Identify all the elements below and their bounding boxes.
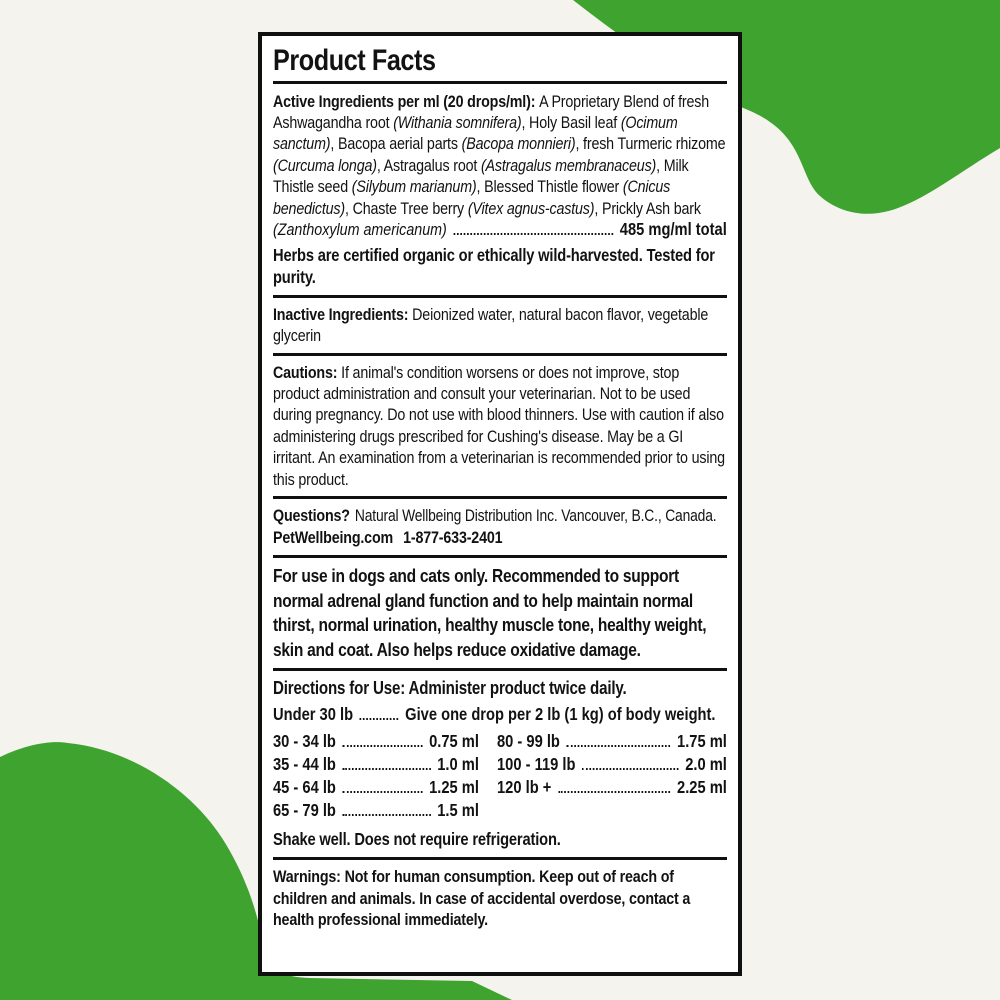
indications-section: [273, 564, 727, 662]
inactive-ingredients-value: Deionized water, natural bacon flavor, vegetable glycerin: [273, 304, 709, 346]
under-30-text: Give one drop per 2 lb (1 kg) of body weight.: [405, 704, 716, 725]
directions-label: Directions for Use:: [273, 678, 406, 699]
text-segment: , Bacopa aerial parts: [330, 134, 462, 154]
dosage-row: [497, 730, 727, 753]
cautions-value: If animal's condition worsens or does not improve, stop product administration and consult your veterinarian. Not to be used during pregnancy. Do not use with blood thinners. Use with caution if also administering drugs prescribed for Cushing's disease. May be a GI irritant. An examination from a veterinarian is recommended prior to using this product.: [273, 362, 725, 489]
dotted-leader: [567, 745, 671, 747]
warnings-section: [273, 866, 727, 931]
text-segment: (Ocimum sanctum): [273, 112, 678, 154]
dose-amount: 1.25 ml: [429, 777, 479, 798]
active-ingredients-section: [273, 91, 727, 289]
dotted-leader: [360, 718, 399, 720]
dotted-leader: [582, 768, 678, 770]
dosage-row: [273, 730, 479, 753]
dose-amount: 1.0 ml: [437, 754, 479, 775]
under-30-label: Under 30 lb: [273, 704, 354, 725]
dotted-leader: [343, 791, 423, 793]
weight-range: 120 lb +: [497, 777, 552, 798]
text-segment: , Chaste Tree berry: [344, 198, 468, 218]
text-segment: , Milk Thistle seed: [273, 155, 689, 197]
text-segment: (Bacopa monnieri): [461, 134, 576, 154]
text-segment: (Astragalus membranaceus): [480, 155, 657, 175]
text-segment: , Blessed Thistle flower: [476, 177, 623, 197]
weight-range: 35 - 44 lb: [273, 754, 336, 775]
weight-range: 45 - 64 lb: [273, 777, 336, 798]
panel-title: Product Facts: [273, 44, 436, 77]
warnings-label: Warnings:: [273, 866, 341, 886]
text-segment: (Cnicus benedictus): [273, 177, 671, 218]
dotted-leader: [343, 768, 431, 770]
dosage-column-right: [497, 730, 727, 822]
text-segment: , Astragalus root: [376, 155, 481, 175]
dosage-row: [273, 799, 479, 822]
inactive-ingredients-text: [273, 304, 727, 347]
weight-range: 80 - 99 lb: [497, 731, 560, 752]
product-facts-panel: [258, 32, 742, 976]
section-divider: [273, 496, 727, 499]
section-divider: [273, 353, 727, 356]
section-divider: [273, 668, 727, 671]
dosage-column-left: [273, 730, 479, 822]
active-total-value: 485 mg/ml total: [619, 218, 727, 239]
text-segment: , Prickly Ash bark: [594, 198, 701, 218]
dosage-row: [273, 753, 479, 776]
text-segment: (Silybum marianum): [351, 177, 477, 197]
indications-text: For use in dogs and cats only. Recommended to support normal adrenal gland function and to help maintain normal thirst, normal urination, healthy muscle tone, healthy weight, skin and coat. Also helps reduce oxidative damage.: [273, 565, 707, 660]
dosage-row: [273, 776, 479, 799]
latin-name: (Zanthoxylum americanum): [273, 219, 447, 239]
directions-line: [273, 677, 727, 700]
active-ingredients-total-row: [273, 219, 727, 240]
shake-note: Shake well. Does not require refrigeration.: [273, 829, 561, 850]
contact-line: [273, 527, 727, 549]
text-segment: Active Ingredients per ml (20 drops/ml):: [273, 91, 540, 111]
text-segment: (Vitex agnus-castus): [467, 198, 595, 218]
cautions-text: [273, 362, 727, 490]
dose-amount: 2.0 ml: [685, 754, 727, 775]
dotted-leader: [454, 233, 614, 235]
dose-amount: 1.5 ml: [437, 800, 479, 821]
dotted-leader: [558, 791, 670, 793]
weight-range: 30 - 34 lb: [273, 731, 336, 752]
title-divider: [273, 81, 727, 84]
weight-range: 100 - 119 lb: [497, 754, 576, 775]
dose-amount: 1.75 ml: [677, 731, 727, 752]
weight-range: 65 - 79 lb: [273, 800, 336, 821]
dotted-leader: [343, 745, 423, 747]
dose-amount: 0.75 ml: [429, 731, 479, 752]
dosage-row: [497, 753, 727, 776]
cautions-section: [273, 362, 727, 490]
dosage-row: [497, 776, 727, 799]
website-text: PetWellbeing.com: [273, 528, 394, 548]
questions-section: [273, 505, 727, 550]
active-ingredients-text: [273, 91, 727, 219]
warnings-value: Not for human consumption. Keep out of reach of children and animals. In case of accidental overdose, contact a health professional immediately.: [273, 866, 691, 930]
inactive-ingredients-section: [273, 304, 727, 347]
section-divider: [273, 295, 727, 298]
cautions-label: Cautions:: [273, 362, 338, 382]
dosage-table: [273, 730, 727, 822]
directions-value: Administer product twice daily.: [408, 678, 627, 699]
company-text: Natural Wellbeing Distribution Inc. Vancouver, B.C., Canada.: [354, 506, 717, 525]
text-segment: , Holy Basil leaf: [521, 112, 621, 132]
directions-section: [273, 677, 727, 851]
text-segment: A Proprietary Blend of fresh Ashwagandha root: [273, 91, 710, 132]
under-30-row: [273, 704, 727, 725]
herbs-note: Herbs are certified organic or ethically wild-harvested. Tested for purity.: [273, 244, 715, 287]
phone-number: 1-877-633-2401: [403, 528, 503, 548]
section-divider: [273, 555, 727, 558]
dotted-leader: [343, 814, 431, 816]
questions-line: [273, 505, 727, 527]
inactive-ingredients-label: Inactive Ingredients:: [273, 304, 409, 324]
text-segment: (Withania somnifera): [393, 112, 522, 132]
dose-amount: 2.25 ml: [677, 777, 727, 798]
questions-label: Questions?: [273, 505, 350, 525]
text-segment: , fresh Turmeric rhizome: [575, 134, 726, 154]
section-divider: [273, 857, 727, 860]
warnings-text: [273, 866, 727, 931]
text-segment: (Curcuma longa): [273, 155, 377, 175]
